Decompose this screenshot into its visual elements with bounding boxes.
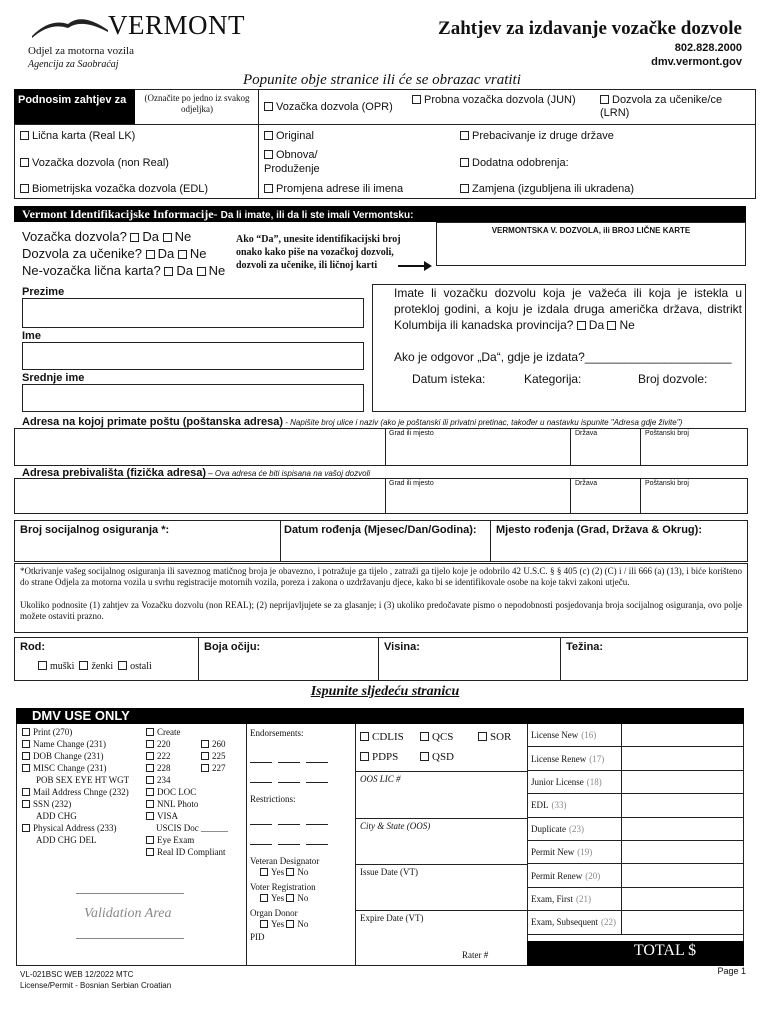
checkbox-renewal[interactable]: [264, 150, 273, 159]
application-heading-note: (Označite po jedno iz svakog odjeljka): [144, 93, 250, 114]
middle-name-label: Srednje ime: [22, 372, 85, 384]
checkbox-opr[interactable]: [264, 102, 273, 111]
first-name-input[interactable]: [22, 342, 364, 370]
dmv-transaction-checkbox[interactable]: [22, 764, 30, 772]
agency-title: VERMONT: [108, 10, 245, 40]
dmv-doc-checkbox[interactable]: [146, 848, 154, 856]
arrow-right-icon: [398, 260, 432, 272]
city-state-oos-label: City & State (OOS): [360, 821, 431, 831]
height-label: Visina:: [384, 641, 420, 653]
fee-row: Permit New (19): [527, 841, 744, 864]
checkbox-veteran-no[interactable]: [286, 868, 294, 876]
dmv-code-item[interactable]: 228: [146, 762, 201, 774]
fee-table: [527, 724, 744, 935]
dmv-code-checkbox[interactable]: [201, 752, 209, 760]
checkbox-other-license-no[interactable]: [607, 321, 616, 330]
dmv-transaction-checkbox[interactable]: [22, 728, 30, 736]
form-id: VL-021BSC WEB 12/2022 MTC: [20, 970, 134, 979]
option-address-change[interactable]: Promjena adrese ili imena: [264, 183, 403, 195]
dob-label: Datum rođenja (Mjesec/Dan/Godina):: [284, 524, 477, 536]
checkbox-qsd[interactable]: [420, 752, 429, 761]
instruction-line: Popunite obje stranice ili će se obrazac vratiti: [243, 72, 521, 88]
restriction-lines-2: [250, 838, 334, 850]
application-heading: Podnosim zahtjev za: [18, 94, 127, 106]
mailing-state-label: Država: [575, 430, 598, 437]
dmv-transaction-list: [22, 726, 129, 846]
fee-row: EDL (33): [527, 794, 744, 817]
checkbox-lrn[interactable]: [600, 95, 609, 104]
option-edl[interactable]: Biometrijska vozačka dozvola (EDL): [20, 183, 208, 195]
option-opr[interactable]: Vozačka dozvola (OPR): [264, 101, 393, 113]
dept-subname: Agencija za Saobraćaj: [28, 59, 119, 70]
fee-row: Duplicate (23): [527, 818, 744, 841]
q-vt-nondriver: Ne-vozačka lična karta? Da Ne: [22, 263, 226, 278]
dmv-code-item[interactable]: 234: [146, 774, 201, 786]
restrictions-label: Restrictions:: [250, 794, 296, 804]
endorsements-label: Endorsements:: [250, 728, 304, 738]
fee-row: License New (16): [527, 724, 744, 747]
checkbox-non-real[interactable]: [20, 158, 29, 167]
checkbox-other-license-yes[interactable]: [577, 321, 586, 330]
checkbox-vt-license-yes[interactable]: [130, 233, 139, 242]
other-license-where-issued: Ako je odgovor „Da“, gdje je izdata?______________________: [394, 350, 732, 364]
dmv-doc-item[interactable]: VISA: [146, 810, 244, 822]
dmv-code-checkbox[interactable]: [146, 764, 154, 772]
fee-row: Exam, Subsequent (22): [527, 911, 744, 934]
checkbox-edl[interactable]: [20, 184, 29, 193]
ssn-disclosure-p1: *Otkrivanje vašeg socijalnog osiguranja ili saveznog matičnog broja je obavezno, i potražuje ga tijelo , zatraži ga tijelo koje je odobrilo 42 U.S.C. § § 405 (c) (2) (C) i / ili 666 (a) (13), i biće korišteno do strane Odjela za motorna vozila u svrhu registracije motornih vozila, poreza i zakona o uzdržavanju djece, kako bi se identifikovale osobe na koje takvi zakoni utječu.: [20, 566, 742, 587]
fee-row: License Renew (17): [527, 747, 744, 770]
dmv-doc-checkbox[interactable]: [146, 788, 154, 796]
issue-date-label: Issue Date (VT): [360, 867, 418, 877]
other-license-expiry-label: Datum isteka:: [412, 372, 486, 386]
checkbox-jun[interactable]: [412, 95, 421, 104]
checkbox-sor[interactable]: [478, 732, 487, 741]
residence-zip-label: Poštanski broj: [645, 480, 689, 487]
checkbox-organ-no[interactable]: [286, 920, 294, 928]
checkbox-create[interactable]: [146, 728, 154, 736]
first-name-label: Ime: [22, 330, 41, 342]
mailing-city-label: Grad ili mjesto: [389, 430, 434, 437]
dmv-code-item[interactable]: 220: [146, 738, 201, 750]
dept-name: Odjel za motorna vozila: [28, 45, 134, 57]
weight-label: Težina:: [566, 641, 604, 653]
vt-id-bar-text: Vermont Identifikacijske Informacije- Da li imate, ili da li ste imali Vermontsku:: [22, 207, 414, 221]
eye-color-label: Boja očiju:: [204, 641, 261, 653]
residence-state-label: Država: [575, 480, 598, 487]
validation-area-label: Validation Area: [84, 906, 172, 921]
dmv-code-item[interactable]: 222: [146, 750, 201, 762]
dmv-doc-checkbox[interactable]: [146, 800, 154, 808]
checkbox-transfer[interactable]: [460, 131, 469, 140]
next-page-instruction: Ispunite sljedeću stranicu: [310, 684, 460, 699]
dmv-transaction-checkbox[interactable]: [22, 800, 30, 808]
dmv-transaction-item[interactable]: Physical Address (233): [22, 822, 129, 834]
dmv-doc-item[interactable]: Real ID Compliant: [146, 846, 244, 858]
dmv-transaction-item[interactable]: SSN (232): [22, 798, 129, 810]
dmv-title: DMV USE ONLY: [32, 708, 130, 723]
phone-number: 802.828.2000: [674, 42, 742, 54]
dmv-doc-item[interactable]: NNL Photo: [146, 798, 244, 810]
dmv-doc-item[interactable]: Eye Exam: [146, 834, 244, 846]
dmv-create-list: Create 220 260 222 225 228 227 234 DOC LOC NNL Photo VISA USCIS Doc ______ Eye Exam Real ID Compliant: [146, 726, 244, 858]
fee-row: Exam, First (21): [527, 888, 744, 911]
checkbox-address-change[interactable]: [264, 184, 273, 193]
fee-row: Permit Renew (20): [527, 864, 744, 887]
check-qcs: QCS: [420, 731, 453, 743]
dmv-code-checkbox[interactable]: [201, 740, 209, 748]
ssn-disclosure-p2: Ukoliko podnosite (1) zahtjev za Vozačku dozvolu (non REAL); (2) neprijavljujete se za glasanje; i (3) ukoliko predočavate pismo o nepodobnosti posjedovanja broja socijalnog osiguranja, ovo polje možete ostaviti prazno.: [20, 600, 742, 621]
checkbox-endorsements[interactable]: [460, 158, 469, 167]
dmv-doc-item: USCIS Doc ______: [156, 823, 229, 833]
checkbox-pdps[interactable]: [360, 752, 369, 761]
checkbox-cdlis[interactable]: [360, 732, 369, 741]
checkbox-qcs[interactable]: [420, 732, 429, 741]
dmv-code-item[interactable]: 225: [201, 750, 241, 762]
expire-date-label: Expire Date (VT): [360, 913, 424, 923]
checkbox-replacement[interactable]: [460, 184, 469, 193]
other-license-question: Imate li vozačku dozvolu koja je važeća ili koja je istekla u protekloj godini, a koju je izdala druga američka država, distrikt Kolumbija ili kanadska provincija? Da Ne: [394, 286, 742, 332]
form-language: License/Permit - Bosnian Serbian Croatian: [20, 981, 172, 990]
dmv-transaction-item: ADD CHG: [36, 811, 77, 821]
vermont-mountain-logo-icon: [30, 8, 110, 40]
ssn-label: Broj socijalnog osiguranja *:: [20, 524, 170, 536]
checkbox-vt-learner-no[interactable]: [178, 250, 187, 259]
dmv-doc-checkbox[interactable]: [146, 812, 154, 820]
dmv-transaction-checkbox[interactable]: [22, 824, 30, 832]
dmv-doc-item[interactable]: DOC LOC: [146, 786, 244, 798]
residence-address-label: Adresa prebivališta (fizička adresa) – Ova adresa će biti ispisana na vašoj dozvoli: [22, 467, 371, 479]
dmv-code-checkbox[interactable]: [146, 740, 154, 748]
sex-options: muški ženki ostali: [38, 661, 152, 672]
dmv-code-item[interactable]: 227: [201, 762, 241, 774]
dmv-transaction-item[interactable]: Mail Address Chnge (232): [22, 786, 129, 798]
dmv-transaction-checkbox[interactable]: [22, 752, 30, 760]
mailing-address-input[interactable]: [14, 428, 748, 466]
last-name-label: Prezime: [22, 286, 65, 298]
dmv-transaction-item[interactable]: MISC Change (231): [22, 762, 129, 774]
dmv-doc-checkbox[interactable]: [146, 836, 154, 844]
checkbox-real-id[interactable]: [20, 131, 29, 140]
other-license-category-label: Kategorija:: [524, 372, 582, 386]
check-cdlis: CDLIS: [360, 731, 404, 743]
dmv-code-item[interactable]: 260: [201, 738, 241, 750]
dmv-code-checkbox[interactable]: [146, 752, 154, 760]
checkbox-organ-yes[interactable]: [260, 920, 268, 928]
mailing-address-label: Adresa na kojoj primate poštu (poštanska adresa) - Napišite broj ulice i naziv (ako je poštanski ili privatni pretinac, također u nastavku ispunite "Adresa gdje živite"): [22, 416, 683, 428]
option-transfer[interactable]: Prebacivanje iz druge države: [460, 130, 614, 142]
option-replacement[interactable]: Zamjena (izgubljena ili ukradena): [460, 183, 634, 195]
endorsement-lines-2: [250, 776, 334, 788]
check-pdps: PDPS: [360, 751, 398, 763]
checkbox-original[interactable]: [264, 131, 273, 140]
q-vt-learner: Dozvola za učenike? Da Ne: [22, 246, 207, 261]
residence-city-label: Grad ili mjesto: [389, 480, 434, 487]
option-renewal[interactable]: Obnova/ Produženje: [264, 149, 320, 175]
dmv-transaction-item: POB SEX EYE HT WGT: [36, 775, 130, 785]
rater-label: Rater #: [462, 950, 489, 960]
birthplace-label: Mjesto rođenja (Grad, Država & Okrug):: [496, 524, 702, 536]
total-label: TOTAL $: [633, 942, 697, 959]
option-non-real[interactable]: Vozačka dozvola (non Real): [20, 157, 169, 169]
residence-address-input[interactable]: [14, 478, 748, 514]
physical-info-row: [14, 637, 748, 681]
checkbox-vt-nondriver-yes[interactable]: [164, 267, 173, 276]
form-title: Zahtjev za izdavanje vozačke dozvole: [438, 18, 742, 39]
dmv-transaction-checkbox[interactable]: [22, 788, 30, 796]
website: dmv.vermont.gov: [651, 56, 742, 68]
restriction-lines: [250, 818, 334, 830]
fee-row: Junior License (18): [527, 771, 744, 794]
checkbox-vt-learner-yes[interactable]: [146, 250, 155, 259]
checkbox-voter-yes[interactable]: [260, 894, 268, 902]
checkbox-female[interactable]: [79, 661, 88, 670]
dmv-transaction-checkbox[interactable]: [22, 740, 30, 748]
other-license-number-label: Broj dozvole:: [638, 372, 708, 386]
page-number: Page 1: [717, 966, 746, 976]
dmv-transaction-item[interactable]: Name Change (231): [22, 738, 129, 750]
sex-label: Rod:: [20, 641, 46, 653]
check-sor: SOR: [478, 731, 511, 743]
checkbox-vt-nondriver-no[interactable]: [197, 267, 206, 276]
q-vt-license: Vozačka dozvola? Da Ne: [22, 229, 192, 244]
dmv-transaction-item[interactable]: DOB Change (231): [22, 750, 129, 762]
checkbox-veteran-yes[interactable]: [260, 868, 268, 876]
checkbox-male[interactable]: [38, 661, 47, 670]
dmv-code-checkbox[interactable]: [146, 776, 154, 784]
option-lrn[interactable]: Dozvola za učenike/ce (LRN): [600, 94, 723, 119]
option-endorsements[interactable]: Dodatna odobrenja:: [460, 157, 569, 169]
endorsement-lines: [250, 756, 334, 768]
dmv-code-checkbox[interactable]: [201, 764, 209, 772]
option-real-id[interactable]: Lična karta (Real LK): [20, 130, 135, 142]
vt-license-number-label: VERMONTSKA V. DOZVOLA, ili BROJ LIČNE KARTE: [491, 226, 691, 235]
checkbox-voter-no[interactable]: [286, 894, 294, 902]
dmv-transaction-item: ADD CHG DEL: [36, 835, 97, 845]
checkbox-other-sex[interactable]: [118, 661, 127, 670]
option-original[interactable]: Original: [264, 130, 314, 142]
dmv-transaction-item[interactable]: Print (270): [22, 726, 129, 738]
oos-lic-label: OOS LIC #: [360, 774, 401, 784]
last-name-input[interactable]: [22, 298, 364, 328]
designations-block: Veteran Designator Yes No Voter Registration Yes No Organ Donor Yes No PID: [250, 856, 320, 942]
checkbox-vt-license-no[interactable]: [163, 233, 172, 242]
if-yes-note: Ako “Da”, unesite identifikacijski broj onako kako piše na vozačkoj dozvoli, dozvoli za učenike, ili ličnoj karti: [236, 234, 401, 271]
check-qsd: QSD: [420, 751, 454, 763]
mailing-zip-label: Poštanski broj: [645, 430, 689, 437]
middle-name-input[interactable]: [22, 384, 364, 412]
option-jun[interactable]: Probna vozačka dozvola (JUN): [412, 94, 582, 107]
